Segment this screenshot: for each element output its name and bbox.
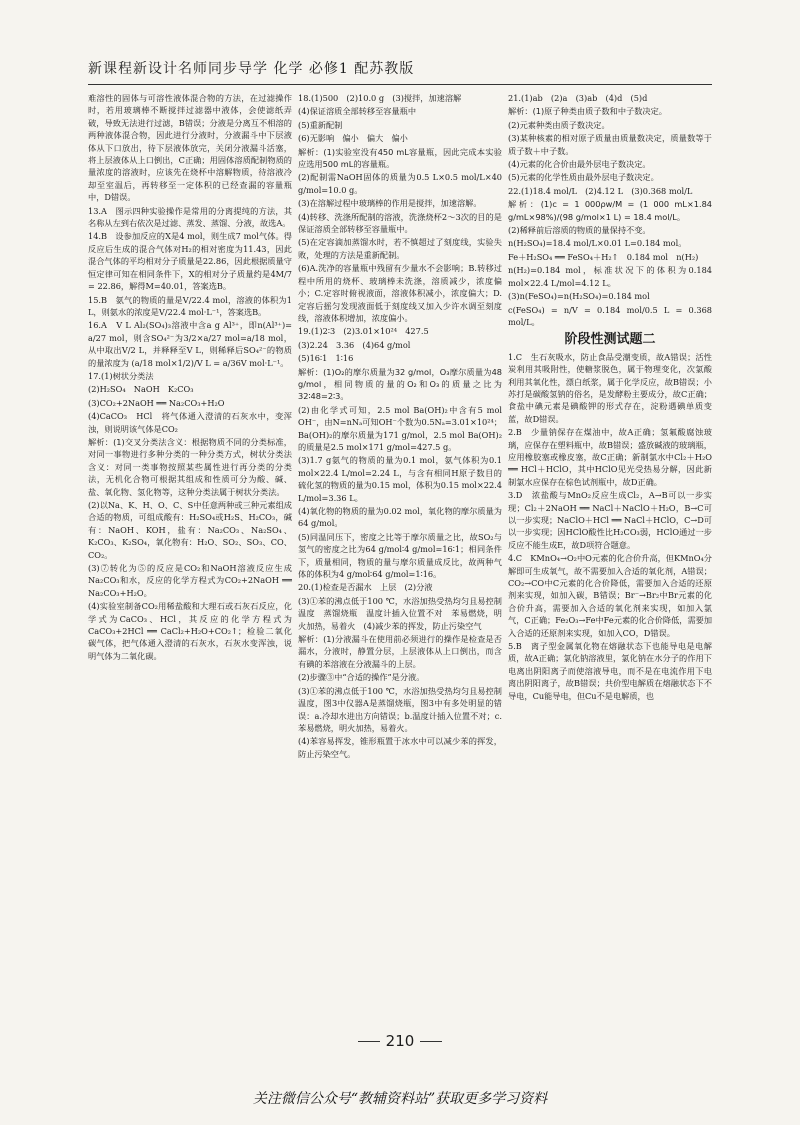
answer-paragraph: 21.(1)ab (2)a (3)ab (4)d (5)d [508, 93, 648, 103]
column-right [508, 92, 712, 1032]
answer-paragraph: 5.B 离子型金属氧化物在熔融状态下也能导电是电解质，故A正确；氯化钠溶液里，氯化钠在水分子的作用下电离出阴阳离子而使溶液导电，而不是在电流作用下电离出阴阳离子，故B错误；共价型电解质在熔融状态下不导电，Cu能导电，但Cu不是电解质，也 [508, 641, 712, 701]
answer-paragraph: 22.(1)18.4 mol/L (2)4.12 L (3)0.368 mol/L [508, 185, 693, 196]
answer-paragraph: (5)16∶1 1∶16 [298, 353, 354, 364]
answer-paragraph: 解析：(1)分液漏斗在使用前必须进行的操作是检查是否漏水，分液时，静置分层，上层液体从上口倒出，而含有碘的苯溶液在分液漏斗的上层。 [298, 634, 502, 669]
footer-note: 关注微信公众号“教辅资料站”获取更多学习资料 [252, 1091, 548, 1107]
answer-paragraph: (3)2.24 3.36 (4)64 g/mol [298, 339, 411, 350]
answer-paragraph: (2)步骤③中“合适的操作”是分液。 [298, 672, 425, 683]
section-title: 阶段性测试题二 [564, 332, 656, 348]
answer-paragraph: Fe＋H₂SO₄ ══ FeSO₄＋H₂↑ 0.184 mol n(H₂) [508, 251, 699, 262]
answer-paragraph: n(H₂SO₄)=18.4 mol/L×0.01 L=0.184 mol。 [508, 238, 687, 249]
answer-paragraph: (4)转移、洗涤所配制的溶液，洗涤烧杯2～3次的目的是保证溶质全部转移至容量瓶中。 [298, 211, 502, 235]
answer-columns [88, 92, 712, 1032]
answer-paragraph: (5)在定容滴加蒸馏水时，若不慎超过了刻度线，实验失败，处理的方法是重新配制。 [298, 237, 502, 260]
answer-paragraph: 3.D 浓盐酸与MnO₂反应生成Cl₂，A→B可以一步实现；Cl₂＋2NaOH ══ NaCl＋NaClO＋H₂O，B→C可以一步实现；NaClO＋HCl ══ NaCl＋HClO，C→D可以一步实现；因HClO酸性比H₂CO₃弱，HClO通过一步反应不能生成E，故D项符合题意。 [508, 490, 712, 550]
answer-paragraph: (2)以Na、K、H、O、C、S中任意两种或三种元素组成合适的物质，可组成酸有：H₂SO₄或H₂S、H₂CO₃，碱有：NaOH、KOH，盐有：Na₂CO₃、Na₂SO₄、K₂CO₃、K₂SO₄，氧化物有：H₂O、SO₂、SO₃、CO、CO₂。 [88, 500, 292, 560]
dash-right [420, 1041, 442, 1042]
column-left [88, 92, 292, 1032]
answer-paragraph: (4)CaCO₃ HCl 将气体通入澄清的石灰水中，变浑浊，则说明该气体是CO₂ [88, 411, 292, 434]
answer-paragraph: (4)保证溶质全部转移至容量瓶中 [298, 106, 417, 117]
answer-paragraph: (3)⑦转化为⑤的反应是CO₂和NaOH溶液反应生成Na₂CO₃和水，反应的化学方程式为CO₂+2NaOH ══ Na₂CO₃+H₂O。 [88, 563, 292, 598]
answer-paragraph: 20.(1)检查是否漏水 上层 (2)分液 [298, 582, 433, 593]
answer-paragraph: 14.B 设参加反应的X是4 mol，则生成7 mol气体。得反应后生成的混合气体对H₂的相对密度为11.43，因此混合气体的平均相对分子质量是22.86，因此根据质量守恒定律可知在相同条件下，X的相对分子质量约是4M/7 = 22.86，解得M=40.01，答案选B。 [88, 231, 292, 292]
answer-paragraph: (2)元素种类由质子数决定。 [508, 119, 610, 130]
answer-paragraph: (4)苯容易挥发，锥形瓶置于冰水中可以减少苯的挥发，防止污染空气。 [298, 736, 502, 759]
answer-paragraph: 19.(1)2∶3 (2)3.01×10²⁴ 427.5 [298, 326, 429, 337]
answer-paragraph: 解析：(1)O₂的摩尔质量为32 g/mol，O₃摩尔质量为48 g/mol，相同物质的量的O₂和O₃的质量之比为32∶48=2∶3。 [298, 366, 502, 402]
answer-paragraph: 17.(1)树状分类法 [88, 370, 154, 381]
answer-paragraph: (3)1.7 g氨气的物质的量为0.1 mol，氨气体积为0.1 mol×22.4 L/mol=2.24 L，与含有相同H原子数目的硫化氢的物质的量为0.15 mol，体积为0.15 mol×22.4 L/mol=3.36 L。 [298, 455, 502, 503]
answer-paragraph: (5)重新配制 [298, 119, 343, 130]
page-header: 新课程新设计名师同步导学 化学 必修1 配苏教版 [88, 58, 712, 85]
answer-paragraph: (6)A.洗净的容量瓶中残留有少量水不会影响；B.转移过程中所用的烧杯、玻璃棒未洗涤，溶质减少，浓度偏小；C.定容时俯视液面，溶液体积减小，浓度偏大；D.定容后摇匀发现液面低于刻度线又加入少许水调至刻度线，溶液体积增加，浓度偏小。 [298, 263, 502, 323]
answer-paragraph: 解析：(1)实验室没有450 mL容量瓶，因此完成本实验应选用500 mL的容量瓶。 [298, 146, 502, 170]
answer-paragraph: (2)稀释前后溶质的物质的量保持不变。 [508, 225, 651, 236]
answer-paragraph: 解析：(1)原子种类由质子数和中子数决定。 [508, 106, 667, 117]
answer-paragraph: (4)实验室制备CO₂用稀盐酸和大理石或石灰石反应，化学式为CaCO₃、HCl，其反应的化学方程式为CaCO₃+2HCl ══ CaCl₂+H₂O+CO₂↑；检验二氧化碳气体，把气体通入澄清的石灰水，石灰水变浑浊，说明气体为二氧化碳。 [88, 601, 292, 661]
answer-paragraph: (3)①苯的沸点低于100 ℃，水浴加热受热均匀且易控制温度，图3中仪器A是蒸馏烧瓶，图3中有多处明显的错误：a.冷却水进出方向错误；b.温度计插入位置不对；c.苯易燃烧，明火加热，易着火。 [298, 685, 502, 733]
answer-paragraph: 2.B 少量钠保存在煤油中，故A正确；氢氟酸腐蚀玻璃，应保存在塑料瓶中，故B错误；盛放碱液的玻璃瓶，应用橡胶塞或橡皮塞，故C正确；新制氯水中Cl₂＋H₂O ══ HCl＋HClO，其中HClO见光受热易分解，因此新制氯水应保存在棕色试剂瓶中，故D正确。 [508, 427, 712, 487]
page-number [0, 1032, 800, 1050]
answer-paragraph: (3)n(FeSO₄)=n(H₂SO₄)=0.184 mol [508, 291, 650, 302]
answer-paragraph: 18.(1)500 (2)10.0 g (3)搅拌，加速溶解 [298, 93, 462, 103]
answer-paragraph: 15.B 氨气的物质的量是V/22.4 mol，溶液的体积为1 L，则氨水的浓度是V/22.4 mol·L⁻¹，答案选B。 [88, 294, 292, 317]
answer-paragraph: 解析：(1)c = 1 000ρw/M = (1 000 mL×1.84 g/mL×98%)/(98 g/mol×1 L) = 18.4 mol/L。 [508, 199, 712, 222]
dash-left [358, 1041, 380, 1042]
answer-paragraph: 难溶性的固体与可溶性液体混合物的方法，在过滤操作时，若用玻璃棒不断搅拌过滤器中液体，会使滤纸弄破，导致无法进行过滤，B错误；分液是分离互不相溶的两种液体混合物，因此进行分液时，分液漏斗中下层液体从下口放出，待下层液体放完，关闭分液漏斗活塞，将上层液体从上口倒出，C正确；用固体溶质配制物质的量浓度的溶液时，应该先在烧杯中溶解物质，待溶液冷却至室温后，再转移至一定体积的已经查漏的容量瓶中，D错误。 [88, 93, 292, 203]
answer-paragraph: (3)在溶解过程中玻璃棒的作用是搅拌，加速溶解。 [298, 198, 482, 209]
answer-paragraph: (6)无影响 偏小 偏大 偏小 [298, 133, 408, 144]
answer-paragraph: (2)配制需NaOH固体的质量为0.5 L×0.5 mol/L×40 g/mol=10.0 g。 [298, 172, 502, 195]
answer-paragraph: 解析：(1)交叉分类法含义：根据物质不同的分类标准，对同一事物进行多种分类的一种分类方式，树状分类法含义：对同一类事物按照某些属性进行再分类的分类法，无机化合物可根据其组成和性质可分为酸、碱、盐、氧化物、氢化物等，这种分类法属于树状分类法。 [88, 436, 292, 497]
answer-paragraph: (3)①苯的沸点低于100 ℃，水浴加热受热均匀且易控制温度 蒸馏烧瓶 温度计插入位置不对 苯易燃烧，明火加热，易着火 (4)减少苯的挥发，防止污染空气 [298, 595, 502, 631]
answer-paragraph: (5)同温同压下，密度之比等于摩尔质量之比，故SO₂与氢气的密度之比为64 g/mol∶4 g/mol=16∶1；相同条件下，质量相同，物质的量与摩尔质量成反比，故两种气体的体积为4 g/mol∶64 g/mol=1∶16。 [298, 531, 502, 580]
answer-paragraph: (2)由化学式可知，2.5 mol Ba(OH)₂中含有5 mol OH⁻，由N=nNₐ可知OH⁻个数为0.5Nₐ=3.01×10²⁴；Ba(OH)₂的摩尔质量为171 g/mol，2.5 mol Ba(OH)₂的质量是2.5 mol×171 g/mol=427.5 g。 [298, 404, 502, 452]
answer-paragraph: (5)元素的化学性质由最外层电子数决定。 [508, 172, 659, 183]
answer-paragraph: (2)H₂SO₄ NaOH K₂CO₃ [88, 384, 194, 395]
answer-paragraph: 13.A 图示四种实验操作是常用的分离提纯的方法，其名称从左到右依次是过滤、蒸发、蒸馏、分液，故选A。 [88, 205, 292, 229]
answer-paragraph: (3)某种核素的相对原子质量由质量数决定，质量数等于质子数＋中子数。 [508, 133, 712, 156]
answer-paragraph: 16.A V L Al₂(SO₄)₃溶液中含a g Al³⁺，即n(Al³⁺)= a/27 mol，则含SO₄²⁻为3/2×a/27 mol=a/18 mol，从中取出V/2 L，并释释至V L，则稀释后SO₄²⁻的物质的量浓度为 (a/18 mol×1/2)/V L = a/36V mol·L⁻¹。 [88, 320, 292, 368]
answer-paragraph: (3)CO₂+2NaOH ══ Na₂CO₃+H₂O [88, 397, 225, 408]
answer-paragraph: 1.C 生石灰吸水，防止食品受潮变质，故A错误；活性炭利用其吸附性，使糖浆脱色，属于物理变化，次氯酸利用其氧化性，漂白纸浆，属于化学反应，故B错误；小苏打是碳酸氢钠的俗名，是发酵粉主要成分，故C正确；食盐中碘元素是碘酸钾的形式存在，淀粉遇碘单质变蓝，故D错误。 [508, 351, 712, 424]
answer-paragraph: 4.C KMnO₄→O₂中O元素的化合价升高，但KMnO₄分解即可生成氧气，故不需要加入合适的氧化剂，A错误；CO₂→CO中C元素的化合价降低，需要加入合适的还原剂来实现，如加入碳，B错误；Br⁻→Br₂中Br元素的化合价升高，需要加入合适的氧化剂来实现，如加入氯气，C正确；Fe₂O₃→Fe中Fe元素的化合价降低，需要加入合适的还原剂来实现，如加入CO，D错误。 [508, 553, 712, 638]
column-middle [298, 92, 502, 1032]
page-number-text: 210 [385, 1032, 415, 1050]
answer-paragraph: (4)元素的化合价由最外层电子数决定。 [508, 159, 651, 170]
answer-paragraph: (4)氧化物的物质的量为0.02 mol，氧化物的摩尔质量为64 g/mol。 [298, 506, 502, 529]
answer-paragraph: c(FeSO₄) = n/V = 0.184 mol/0.5 L = 0.368 mol/L。 [508, 304, 712, 327]
answer-paragraph: n(H₂)=0.184 mol，标准状况下的体积为0.184 mol×22.4 L/mol=4.12 L。 [508, 265, 712, 288]
